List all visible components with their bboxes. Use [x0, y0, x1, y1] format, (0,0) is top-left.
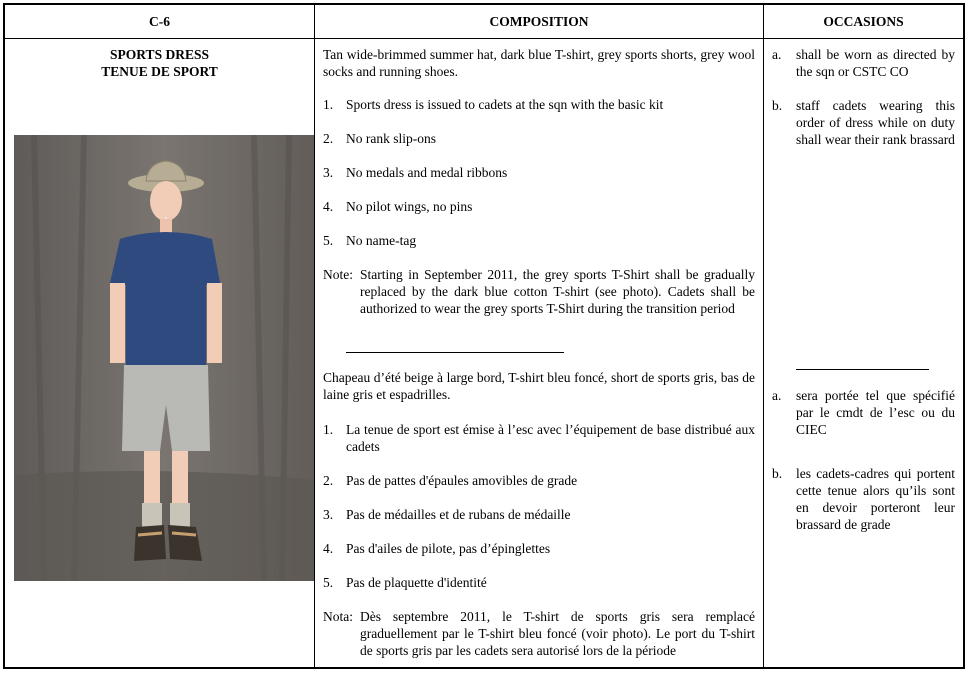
list-number: 1. [323, 97, 334, 112]
note-text-fr: Dès septembre 2011, le T-shirt de sports gris sera remplacé graduellement par le T-shirt bleu foncé (voir photo). Le port du T-shirt de sports gris par les cadets sera autorisé lors de la période [360, 609, 755, 658]
list-number: 2. [323, 131, 334, 146]
list-item: Pas de plaquette d'identité [346, 575, 487, 590]
note-label: Nota: [323, 609, 353, 624]
separator-rule [796, 369, 929, 370]
list-item: Pas de pattes d'épaules amovibles de grade [346, 473, 578, 488]
list-number: 1. [323, 422, 334, 437]
list-item: No name-tag [346, 233, 417, 248]
list-item: Sports dress is issued to cadets at the sqn with the basic kit [346, 97, 664, 112]
composition-intro-en: Tan wide-brimmed summer hat, dark blue T-shirt, grey sports shorts, grey wool socks and running shoes. [323, 47, 755, 79]
header-composition: COMPOSITION [489, 14, 589, 29]
dress-title-en: SPORTS DRESS [110, 47, 209, 62]
note-label: Note: [323, 267, 353, 282]
header-occasions: OCCASIONS [823, 14, 904, 29]
occasion-text: sera portée tel que spécifié par le cmdt de l’esc ou du CIEC [796, 388, 955, 437]
cadet-photo-icon [14, 135, 314, 581]
column-divider-2 [763, 5, 764, 667]
list-number: 3. [323, 165, 334, 180]
list-item: No pilot wings, no pins [346, 199, 473, 214]
dress-title-fr: TENUE DE SPORT [101, 64, 218, 79]
list-number: 5. [323, 233, 334, 248]
occasion-text: les cadets-cadres qui portent cette tenue alors qu’ils sont en devoir porteront leur brassard de grade [796, 466, 955, 532]
column-divider-1 [314, 5, 315, 667]
occasion-text: shall be worn as directed by the sqn or CSTC CO [796, 47, 955, 79]
dress-table [3, 3, 965, 669]
occasion-letter: b. [772, 98, 783, 113]
list-number: 3. [323, 507, 334, 522]
separator-rule [346, 352, 564, 353]
list-item: Pas de médailles et de rubans de médaille [346, 507, 571, 522]
list-number: 4. [323, 199, 334, 214]
header-divider [5, 38, 963, 39]
list-number: 5. [323, 575, 334, 590]
list-number: 4. [323, 541, 334, 556]
header-code: C-6 [149, 14, 170, 29]
occasion-text: staff cadets wearing this order of dress while on duty shall wear their rank brassard [796, 98, 955, 147]
list-item: La tenue de sport est émise à l’esc avec l’équipement de base distribué aux cadets [346, 422, 755, 454]
composition-intro-fr: Chapeau d’été beige à large bord, T-shirt bleu foncé, short de sports gris, bas de laine gris et espadrilles. [323, 370, 755, 402]
occasion-letter: a. [772, 388, 782, 403]
list-item: No rank slip-ons [346, 131, 436, 146]
list-item: No medals and medal ribbons [346, 165, 508, 180]
note-text-en: Starting in September 2011, the grey sports T-Shirt shall be gradually replaced by the dark blue cotton T-shirt (see photo). Cadets shall be authorized to wear the grey sports T-Shirt during the transition period [360, 267, 755, 316]
occasion-letter: b. [772, 466, 783, 481]
list-number: 2. [323, 473, 334, 488]
list-item: Pas d'ailes de pilote, pas d’épinglettes [346, 541, 551, 556]
occasion-letter: a. [772, 47, 782, 62]
